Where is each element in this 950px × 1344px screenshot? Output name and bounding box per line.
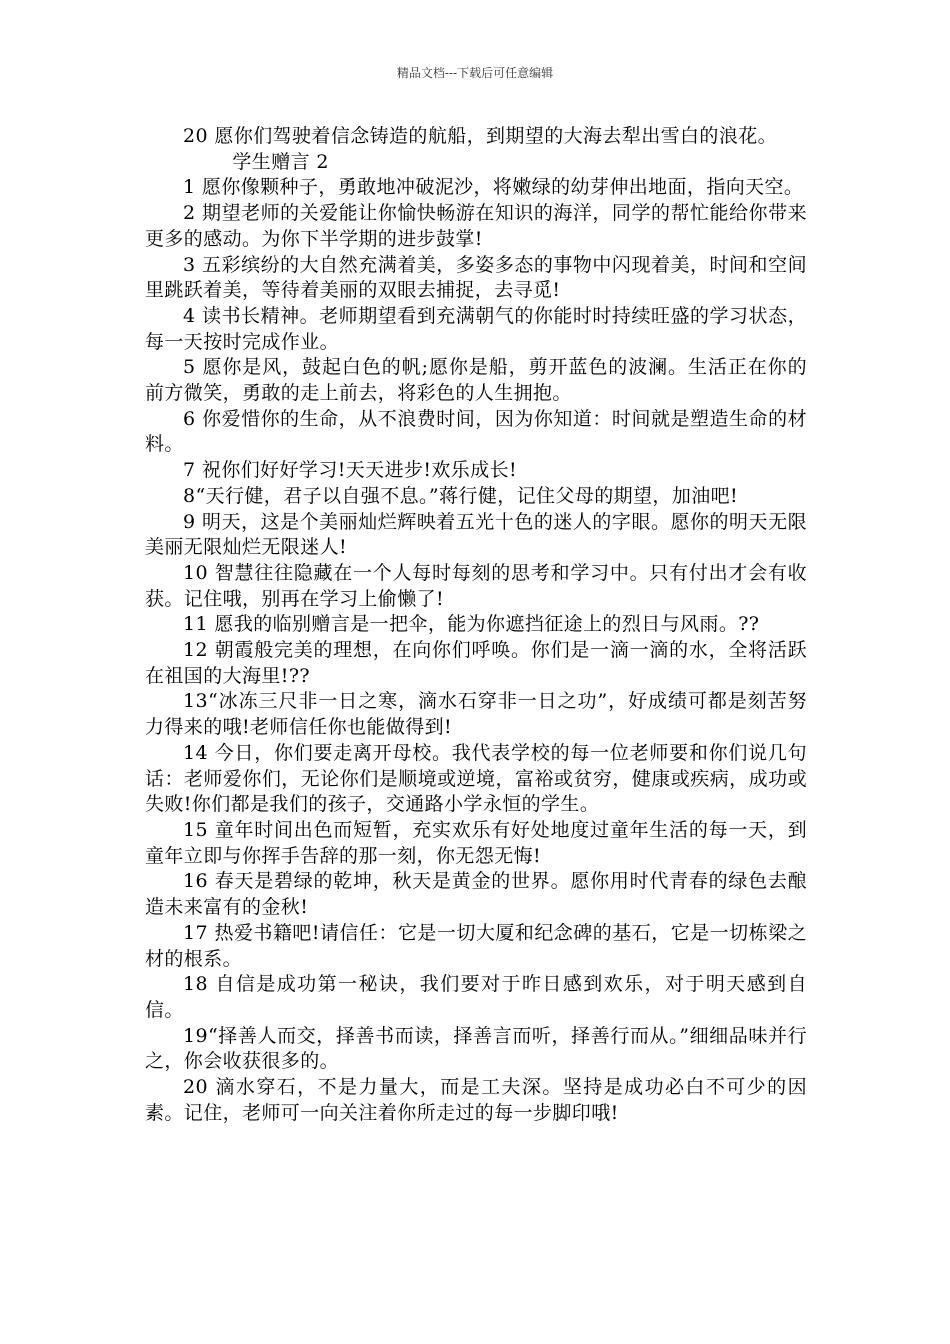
paragraph: 6 你爱惜你的生命，从不浪费时间，因为你知道：时间就是塑造生命的材料。 (145, 407, 807, 456)
paragraph: 11 愿我的临别赠言是一把伞，能为你遮挡征途上的烈日与风雨。?? (183, 613, 760, 636)
paragraph: 19“择善人而交，择善书而读，择善言而听，择善行而从。”细细品味并行之，你会收获很多的。 (145, 1024, 807, 1073)
paragraph: 10 智慧往往隐藏在一个人每时每刻的思考和学习中。只有付出才会有收获。记住哦，别再在学习上偷懒了! (145, 561, 807, 610)
paragraph: 7 祝你们好好学习!天天进步!欢乐成长! (183, 459, 518, 482)
paragraph: 13“冰冻三尺非一日之寒，滴水石穿非一日之功”，好成绩可都是刻苦努力得来的哦!老师信任你也能做得到! (145, 690, 807, 739)
paragraph: 8“天行健，君子以自强不息。”蒋行健，记住父母的期望，加油吧! (183, 484, 739, 507)
paragraph: 14 今日，你们要走离开母校。我代表学校的每一位老师要和你们说几句话：老师爱你们，无论你们是顺境或逆境，富裕或贫穷，健康或疾病，成功或失败!你们都是我们的孩子，交通路小学永恒的学生。 (145, 741, 807, 816)
paragraph: 3 五彩缤纷的大自然充满着美，多姿多态的事物中闪现着美，时间和空间里跳跃着美，等待着美丽的双眼去捕捉，去寻觅! (145, 253, 807, 302)
document-body (145, 124, 807, 1126)
paragraph: 9 明天，这是个美丽灿烂辉映着五光十色的迷人的字眼。愿你的明天无限美丽无限灿烂无限迷人! (145, 510, 807, 559)
paragraph: 2 期望老师的关爱能让你愉快畅游在知识的海洋，同学的帮忙能给你带来更多的感动。为你下半学期的进步鼓掌! (145, 202, 807, 250)
page-header: 精品文档---下载后可任意编辑 (396, 66, 554, 80)
paragraph: 15 童年时间出色而短暂，充实欢乐有好处地度过童年生活的每一天，到童年立即与你挥手告辞的那一刻，你无怨无悔! (145, 818, 807, 867)
paragraph: 20 滴水穿石，不是力量大，而是工夫深。坚持是成功必白不可少的因素。记住，老师可一向关注着你所走过的每一步脚印哦! (145, 1076, 807, 1124)
paragraph: 17 热爱书籍吧!请信任：它是一切大厦和纪念碑的基石，它是一切栋梁之材的根系。 (145, 921, 807, 970)
paragraph: 16 春天是碧绿的乾坤，秋天是黄金的世界。愿你用时代青春的绿色去酿造未来富有的金秋! (145, 870, 807, 919)
paragraph: 12 朝霞般完美的理想，在向你们呼唤。你们是一滴一滴的水，全将活跃在祖国的大海里!?? (145, 639, 807, 687)
paragraph: 4 读书长精神。老师期望看到充满朝气的你能时时持续旺盛的学习状态，每一天按时完成作业。 (145, 304, 807, 353)
section-heading: 学生赠言 2 (232, 150, 329, 173)
paragraph: 18 自信是成功第一秘诀，我们要对于昨日感到欢乐，对于明天感到自信。 (145, 973, 807, 1021)
paragraph: 1 愿你像颗种子，勇敢地冲破泥沙，将嫩绿的幼芽伸出地面，指向天空。 (183, 176, 804, 199)
paragraph: 20 愿你们驾驶着信念铸造的航船，到期望的大海去犁出雪白的浪花。 (183, 125, 778, 147)
paragraph: 5 愿你是风，鼓起白色的帆;愿你是船，剪开蓝色的波澜。生活正在你的前方微笑，勇敢的走上前去，将彩色的人生拥抱。 (145, 356, 807, 405)
